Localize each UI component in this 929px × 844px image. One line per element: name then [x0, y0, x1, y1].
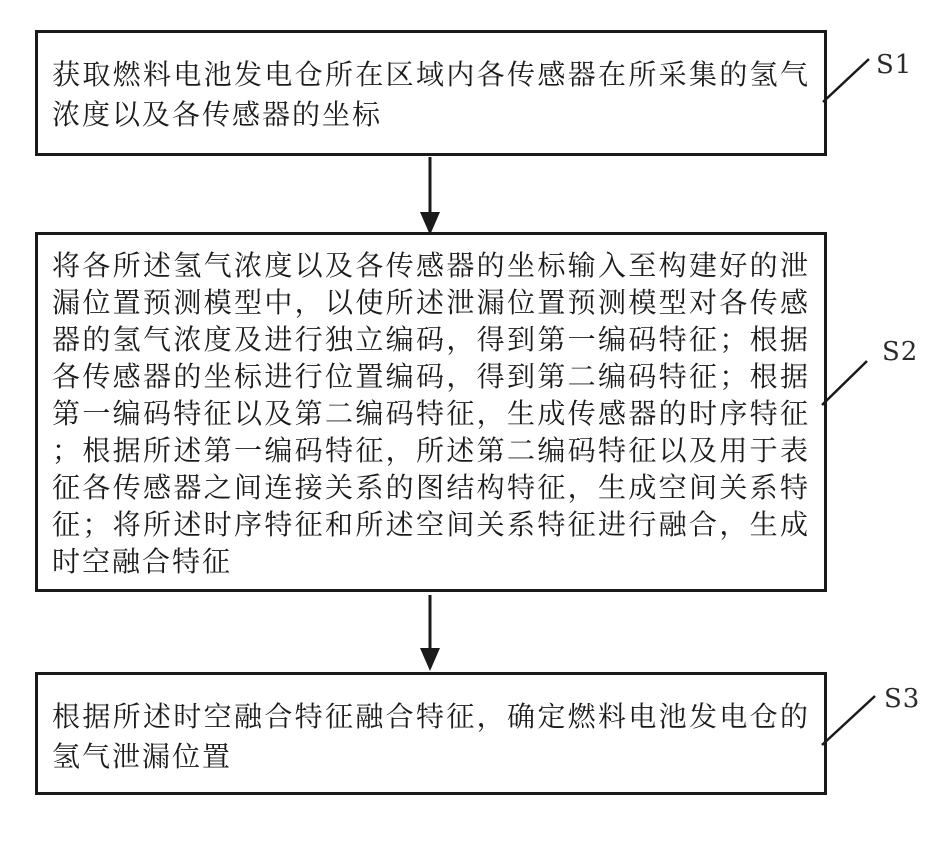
- down-arrow-s1-s2: [420, 157, 440, 235]
- step-box-s1: [35, 30, 827, 156]
- step-box-s3: [35, 672, 827, 795]
- step-box-s2: [35, 232, 827, 592]
- step-label-s3: S3: [884, 684, 921, 714]
- step-label-s1: S1: [876, 50, 913, 80]
- label-leader-line-s1: [823, 59, 869, 102]
- label-leader-line-s2: [822, 361, 867, 405]
- label-leader-line-s3: [822, 696, 875, 745]
- arrowhead-down-icon: [420, 648, 440, 671]
- step-text-s2: 将各所述氢气浓度以及各传感器的坐标输入至构建好的泄漏位置预测模型中，以使所述泄漏位置预测模型对各传感器的氢气浓度及进行独立编码，得到第一编码特征；根据各传感器的坐标进行位置编码，得到第二编码特征；根据第一编码特征以及第二编码特征，生成传感器的时序特征；根据所述第一编码特征，所述第二编码特征以及用于表征各传感器之间连接关系的图结构特征，生成空间关系特征；将所述时序特征和所述空间关系特征进行融合，生成时空融合特征: [52, 249, 810, 578]
- step-text-s1: 获取燃料电池发电仓所在区域内各传感器在所采集的氢气浓度以及各传感器的坐标: [52, 58, 810, 131]
- down-arrow-s2-s3: [420, 595, 440, 671]
- step-label-s2: S2: [882, 337, 919, 367]
- step-text-s3: 根据所述时空融合特征融合特征，确定燃料电池发电仓的氢气泄漏位置: [52, 700, 810, 773]
